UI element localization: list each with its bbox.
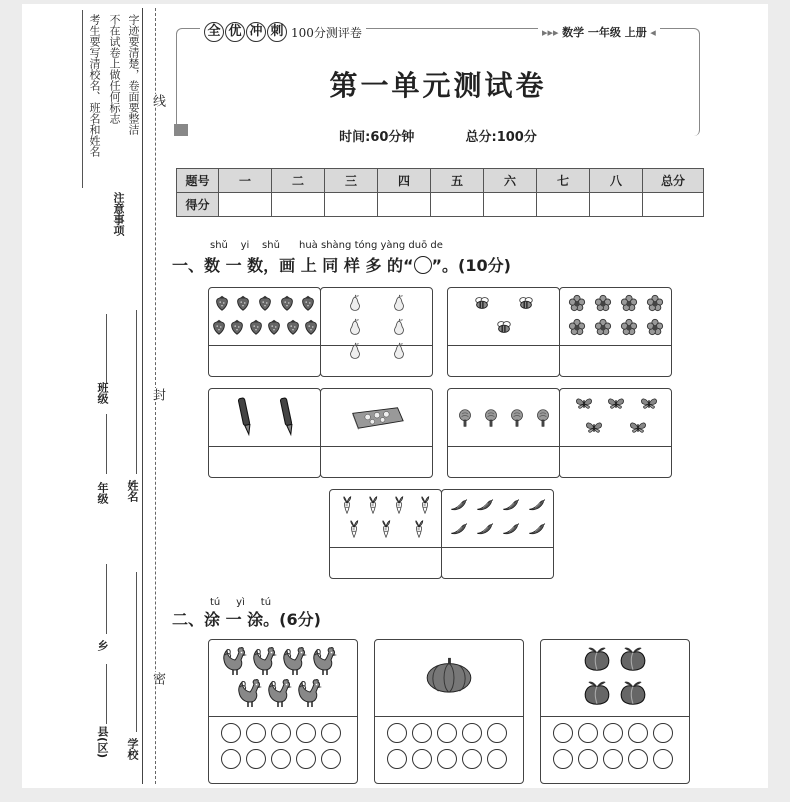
color-circle[interactable]: [653, 749, 673, 769]
score-cell[interactable]: [431, 193, 484, 217]
table-header-cell: 二: [272, 169, 325, 193]
picture-area: [541, 640, 689, 716]
strawberry-icon: [247, 318, 265, 336]
bee-icon: [495, 318, 513, 336]
picture-area: [442, 490, 553, 548]
school-line[interactable]: [136, 572, 137, 732]
badge-1: 全: [204, 22, 224, 42]
color-circle[interactable]: [412, 723, 432, 743]
color-circle[interactable]: [628, 749, 648, 769]
seal-line: 线: [150, 94, 165, 107]
tree-icon: [482, 409, 500, 427]
table-header-cell: 七: [537, 169, 590, 193]
flower-icon: [620, 318, 638, 336]
grade-text: 数学 一年级 上册: [562, 26, 647, 39]
q1-number: 一、: [172, 256, 205, 275]
score-row-label: 得分: [177, 193, 219, 217]
q2-text: 涂 一 涂。(6分): [204, 610, 321, 629]
pear-icon: [390, 294, 408, 312]
tree-icon: [534, 409, 552, 427]
pepper-icon: [528, 496, 546, 514]
flower-icon: [568, 318, 586, 336]
picture-box: [208, 287, 321, 377]
pinyin: tóng: [354, 240, 378, 251]
picture-area: [321, 389, 432, 447]
pinyin: duō: [408, 240, 428, 251]
table-header-cell: 八: [590, 169, 643, 193]
exam-time: 时间:60分钟: [333, 130, 420, 145]
pepper-icon: [476, 496, 494, 514]
notes-border: [82, 10, 83, 188]
peach-icon: [583, 646, 611, 674]
color-circle[interactable]: [437, 749, 457, 769]
divider: [375, 716, 523, 717]
arrow-left-icon: ◂: [650, 26, 656, 39]
picture-area: [330, 490, 441, 548]
note-2: 不在试卷上做任何标志: [108, 14, 121, 124]
score-table: [176, 168, 704, 217]
badge-4: 刺: [267, 22, 287, 42]
bee-icon: [517, 294, 535, 312]
divider: [541, 716, 689, 717]
binding-solid-line: [142, 8, 143, 784]
strawberry-icon: [265, 318, 283, 336]
score-cell[interactable]: [590, 193, 643, 217]
carrot-icon: [410, 520, 428, 538]
score-cell[interactable]: [325, 193, 378, 217]
q1-text: 数 一 数，画 上 同 样 多 的“: [204, 256, 414, 275]
color-circle[interactable]: [246, 723, 266, 743]
peach-icon: [619, 646, 647, 674]
grade-label: 年级: [96, 482, 109, 504]
tree-icon: [508, 409, 526, 427]
circle-icon: [414, 256, 432, 274]
picture-area: [209, 640, 357, 716]
badge-3: 冲: [246, 22, 266, 42]
picture-area: [321, 288, 432, 346]
pepper-icon: [450, 520, 468, 538]
town-label: 乡: [96, 640, 109, 651]
county-line[interactable]: [106, 664, 107, 724]
brand-strip: [200, 22, 366, 42]
picture-area: [560, 288, 671, 346]
grade-strip: [538, 24, 660, 40]
picture-box: [329, 489, 442, 579]
table-header-cell: 五: [431, 169, 484, 193]
carrot-icon: [416, 496, 434, 514]
picture-box: [447, 388, 560, 478]
q1-pinyin: [210, 240, 443, 251]
grade-line[interactable]: [106, 414, 107, 474]
carrot-icon: [338, 496, 356, 514]
color-circle[interactable]: [553, 723, 573, 743]
flower-icon: [568, 294, 586, 312]
color-circle[interactable]: [578, 723, 598, 743]
pinyin: yàng: [380, 240, 406, 251]
pepper-icon: [502, 496, 520, 514]
score-cell[interactable]: [219, 193, 272, 217]
flower-icon: [594, 294, 612, 312]
picture-box: [441, 489, 554, 579]
notes-title: 注意事项: [112, 192, 125, 236]
score-cell[interactable]: [537, 193, 590, 217]
arrow-icon: ▸▸▸: [542, 26, 559, 39]
school-label: 学校: [126, 738, 139, 760]
picture-box: [559, 287, 672, 377]
pinyin: shǔ: [210, 240, 228, 251]
exam-meta: [176, 126, 700, 145]
class-line: [106, 314, 107, 384]
rooster-icon: [236, 678, 266, 708]
color-circle[interactable]: [487, 723, 507, 743]
picture-area: [209, 389, 320, 447]
picture-area: [448, 288, 559, 346]
score-cell[interactable]: [272, 193, 325, 217]
color-circle[interactable]: [462, 723, 482, 743]
answer-area[interactable]: [209, 445, 320, 477]
tree-icon: [456, 409, 474, 427]
answer-area[interactable]: [209, 344, 320, 376]
q2-title: [172, 607, 321, 630]
pumpkin-icon: [425, 656, 473, 694]
score-cell[interactable]: [643, 193, 704, 217]
table-header-cell: 四: [378, 169, 431, 193]
carrot-icon: [377, 520, 395, 538]
butterfly-icon: [629, 419, 647, 437]
color-circle[interactable]: [221, 749, 241, 769]
class-label: 班级: [96, 382, 109, 404]
answer-area[interactable]: [560, 344, 671, 376]
coloring-box: [208, 639, 358, 784]
table-header-cell: 总分: [643, 169, 704, 193]
q2-number: 二、: [172, 610, 205, 629]
table-header-cell: 三: [325, 169, 378, 193]
pepper-icon: [502, 520, 520, 538]
color-circle[interactable]: [387, 749, 407, 769]
q1-score: ”。(10分): [431, 256, 511, 275]
picture-area: [448, 389, 559, 447]
pepper-icon: [528, 520, 546, 538]
strawberry-icon: [210, 318, 228, 336]
peach-icon: [583, 680, 611, 708]
pinyin: de: [430, 240, 443, 251]
divider: [209, 716, 357, 717]
carrot-icon: [390, 496, 408, 514]
strawberry-icon: [278, 294, 296, 312]
answer-area[interactable]: [321, 445, 432, 477]
flower-icon: [646, 294, 664, 312]
rooster-icon: [221, 646, 251, 676]
color-circle[interactable]: [296, 723, 316, 743]
page-title: 第一单元测试卷: [329, 69, 547, 102]
strawberry-icon: [234, 294, 252, 312]
pencil-case-icon: [348, 404, 406, 432]
answer-area[interactable]: [448, 344, 559, 376]
color-circle[interactable]: [653, 723, 673, 743]
peach-icon: [619, 680, 647, 708]
picture-box: [320, 287, 433, 377]
picture-area: [209, 288, 320, 346]
picture-box: [320, 388, 433, 478]
flower-icon: [620, 294, 638, 312]
pinyin: tú: [260, 597, 272, 608]
pear-icon: [346, 294, 364, 312]
seal-mi: 密: [150, 672, 165, 685]
picture-area: [560, 389, 671, 447]
color-circle[interactable]: [387, 723, 407, 743]
butterfly-icon: [585, 419, 603, 437]
color-circle[interactable]: [603, 723, 623, 743]
badge-2: 优: [225, 22, 245, 42]
color-circle[interactable]: [578, 749, 598, 769]
score-cell[interactable]: [378, 193, 431, 217]
strawberry-icon: [256, 294, 274, 312]
flower-icon: [646, 318, 664, 336]
q1-title: [172, 253, 511, 276]
color-circle[interactable]: [412, 749, 432, 769]
color-circle[interactable]: [271, 723, 291, 743]
picture-box: [447, 287, 560, 377]
color-circle[interactable]: [271, 749, 291, 769]
color-circle[interactable]: [462, 749, 482, 769]
color-circle[interactable]: [553, 749, 573, 769]
table-row: [177, 193, 704, 217]
seal-feng: 封: [150, 388, 165, 401]
carrot-icon: [364, 496, 382, 514]
flower-icon: [594, 318, 612, 336]
note-3: 字迹要清楚，卷面要整洁: [127, 14, 140, 135]
exam-score: 总分:100分: [460, 130, 543, 145]
color-circle[interactable]: [321, 749, 341, 769]
name-line[interactable]: [136, 310, 137, 474]
color-circle[interactable]: [487, 749, 507, 769]
pinyin: yì: [236, 597, 245, 608]
exam-page: [22, 4, 768, 788]
picture-box: [208, 388, 321, 478]
pear-icon: [346, 318, 364, 336]
butterfly-icon: [575, 395, 593, 413]
pen-icon: [278, 397, 294, 439]
town-line[interactable]: [106, 564, 107, 634]
pinyin: shàng: [321, 240, 352, 251]
score-cell[interactable]: [484, 193, 537, 217]
coloring-box: [374, 639, 524, 784]
pinyin: tú: [210, 597, 221, 608]
pinyin: shǔ: [262, 240, 280, 251]
table-header-cell: 一: [219, 169, 272, 193]
color-circle[interactable]: [321, 723, 341, 743]
rooster-icon: [266, 678, 296, 708]
answer-area[interactable]: [442, 546, 553, 578]
rooster-icon: [311, 646, 341, 676]
pinyin: huà: [299, 240, 318, 251]
strawberry-icon: [302, 318, 320, 336]
rooster-icon: [296, 678, 326, 708]
rooster-icon: [281, 646, 311, 676]
carrot-icon: [345, 520, 363, 538]
table-header-cell: 六: [484, 169, 537, 193]
name-label: 姓名: [126, 480, 139, 502]
county-label: 县(区): [96, 726, 109, 759]
strawberry-icon: [228, 318, 246, 336]
picture-box: [559, 388, 672, 478]
rooster-icon: [251, 646, 281, 676]
answer-area[interactable]: [560, 445, 671, 477]
color-circle[interactable]: [246, 749, 266, 769]
color-circle[interactable]: [628, 723, 648, 743]
strawberry-icon: [213, 294, 231, 312]
butterfly-icon: [640, 395, 658, 413]
answer-area[interactable]: [330, 546, 441, 578]
answer-area[interactable]: [448, 445, 559, 477]
strawberry-icon: [299, 294, 317, 312]
answer-area[interactable]: [321, 344, 432, 376]
color-circle[interactable]: [603, 749, 623, 769]
test-subtitle: 100分测评卷: [291, 25, 362, 40]
color-circle[interactable]: [296, 749, 316, 769]
table-header-cell: 题号: [177, 169, 219, 193]
note-1: 考生要写清校名、班名和姓名: [88, 14, 101, 157]
color-circle[interactable]: [437, 723, 457, 743]
pepper-icon: [450, 496, 468, 514]
picture-area: [375, 640, 523, 716]
pinyin: yi: [240, 240, 250, 251]
color-circle[interactable]: [221, 723, 241, 743]
table-row: [177, 169, 704, 193]
strawberry-icon: [284, 318, 302, 336]
bee-icon: [473, 294, 491, 312]
coloring-box: [540, 639, 690, 784]
pen-icon: [236, 397, 252, 439]
pepper-icon: [476, 520, 494, 538]
butterfly-icon: [607, 395, 625, 413]
pear-icon: [390, 318, 408, 336]
